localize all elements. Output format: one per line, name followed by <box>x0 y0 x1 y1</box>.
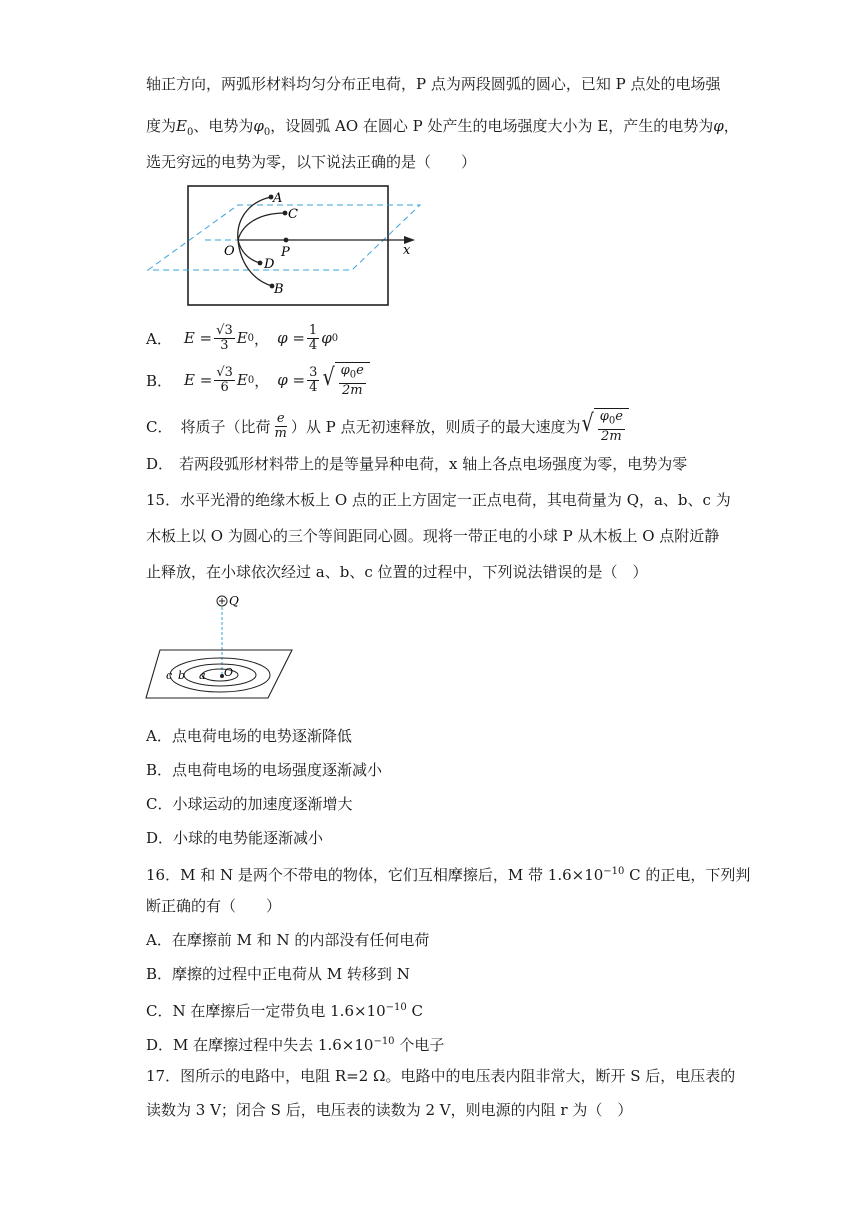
q15-line-3: 止释放，在小球依次经过 a、b、c 位置的过程中，下列说法错误的是（ ） <box>146 563 648 581</box>
q14-label-d: D <box>264 257 275 272</box>
q16-option-c: C．N 在摩擦后一定带负电 $1.6\times 10^{-10}$ C <box>146 1002 424 1020</box>
q14-line-2: 度为$E_0$、电势为$\varphi_0$，设圆弧 AO 在圆心 P 处产生的电场强度大小为 E，产生的电势为φ， <box>146 117 739 138</box>
q16-line-1: 16．M 和 N 是两个不带电的物体，它们互相摩擦后，M 带 $1.6\times 10^{-10}$ C 的正电，下列判 <box>146 866 751 884</box>
q14-label-b: B <box>274 282 284 297</box>
q15-option-d: D．小球的电势能逐渐减小 <box>146 829 324 847</box>
q16-option-b: B．摩擦的过程中正电荷从 M 转移到 N <box>146 965 410 983</box>
q14-line-1: 轴正方向，两弧形材料均匀分布正电荷，P 点为两段圆弧的圆心，已知 P 点处的电场强 <box>146 75 721 93</box>
q14-label-a: A <box>273 191 283 206</box>
q15-label-q: Q <box>229 594 239 608</box>
q14-label-p: P <box>281 245 290 260</box>
q14-label-c: C <box>288 207 298 222</box>
q15-label-o: O <box>224 666 234 679</box>
q14-label-o: O <box>224 244 235 259</box>
q15-line-1: 15．水平光滑的绝缘木板上 O 点的正上方固定一正点电荷，其电荷量为 Q，a、b、c 为 <box>146 491 731 509</box>
q15-figure <box>140 590 310 710</box>
q15-option-a: A．点电荷电场的电势逐渐降低 <box>146 727 352 745</box>
q14-option-b: B． E = $\frac{√3}{6}$ E 0 ， φ = $\frac{3}{4}$ √ $\frac{\varphi_0e}{2m}$ <box>146 360 370 400</box>
q14-option-c: C． 将质子（比荷 $\frac{e}{m}$ ）从 P 点无初速释放，则质子的最大速度为 √ $\frac{\varphi_0e}{2m}$ <box>146 406 629 446</box>
q15-label-c: c <box>166 669 173 682</box>
q16-line-2: 断正确的有（ ） <box>146 897 282 915</box>
q15-option-c: C．小球运动的加速度逐渐增大 <box>146 795 353 813</box>
q15-label-b: b <box>178 669 186 682</box>
q16-option-a: A．在摩擦前 M 和 N 的内部没有任何电荷 <box>146 931 430 949</box>
q14-label-x: x <box>403 243 411 258</box>
q17-line-2: 读数为 3 V；闭合 S 后，电压表的读数为 2 V，则电源的内阻 r 为（ ） <box>146 1101 633 1119</box>
q14-figure <box>140 180 430 310</box>
q15-line-2: 木板上以 O 为圆心的三个等间距同心圆。现将一带正电的小球 P 从木板上 O 点附近静 <box>146 527 720 545</box>
q15-option-b: B．点电荷电场的电场强度逐渐减小 <box>146 761 383 779</box>
q17-line-1: 17．图所示的电路中，电阻 R=2 Ω。电路中的电压表内阻非常大，断开 S 后，电压表的 <box>146 1067 736 1085</box>
q16-option-d: D．M 在摩擦过程中失去 $1.6\times 10^{-10}$ 个电子 <box>146 1036 445 1054</box>
q15-label-a: a <box>199 669 206 682</box>
q14-option-d: D． 若两段弧形材料带上的是等量异种电荷，x 轴上各点电场强度为零，电势为零 <box>146 455 688 473</box>
q14-option-a: A． E = $\frac{√3}{3}$ E 0 ， φ = $\frac{1}{4}$ φ 0 <box>146 322 339 353</box>
q14-line-3: 选无穷远的电势为零，以下说法正确的是（ ） <box>146 153 477 171</box>
